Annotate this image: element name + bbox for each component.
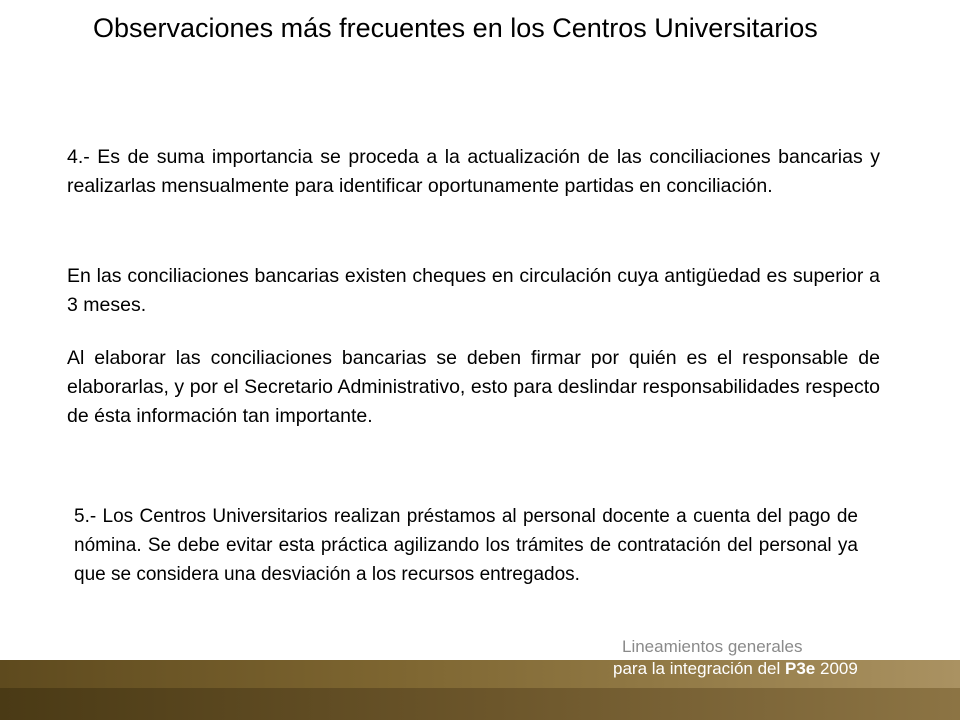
footer-line-2-prefix: para la integración del (613, 659, 786, 678)
paragraph-5 (74, 502, 858, 589)
paragraph-4 (67, 143, 880, 201)
slide-title: Observaciones más frecuentes en los Centros Universitarios (93, 13, 818, 43)
footer-strip (0, 688, 960, 720)
paragraph-firmas (67, 344, 880, 431)
footer-brand: P3e (785, 659, 816, 678)
paragraph-firmas-text: Al elaborar las conciliaciones bancarias se deben firmar por quién es el responsable de elaborarlas, y por el Secretario Administrativo, esto para deslindar responsabilidades respecto de ésta información tan importante. (67, 347, 880, 427)
footer-line-1: Lineamientos generales (622, 637, 803, 656)
footer-line-2-suffix: 2009 (815, 659, 858, 678)
paragraph-cheques-text: En las conciliaciones bancarias existen cheques en circulación cuya antigüedad es superior a 3 meses. (67, 265, 880, 316)
paragraph-4-text: 4.- Es de suma importancia se proceda a la actualización de las conciliaciones bancarias y realizarlas mensualmente para identificar oportunamente partidas en conciliación. (67, 146, 880, 197)
paragraph-5-text: 5.- Los Centros Universitarios realizan préstamos al personal docente a cuenta del pago de nómina. Se debe evitar esta práctica agilizando los trámites de contratación del personal ya que se considera una desviación a los recursos entregados. (74, 506, 858, 585)
paragraph-cheques (67, 262, 880, 320)
footer-line-2 (613, 658, 858, 680)
